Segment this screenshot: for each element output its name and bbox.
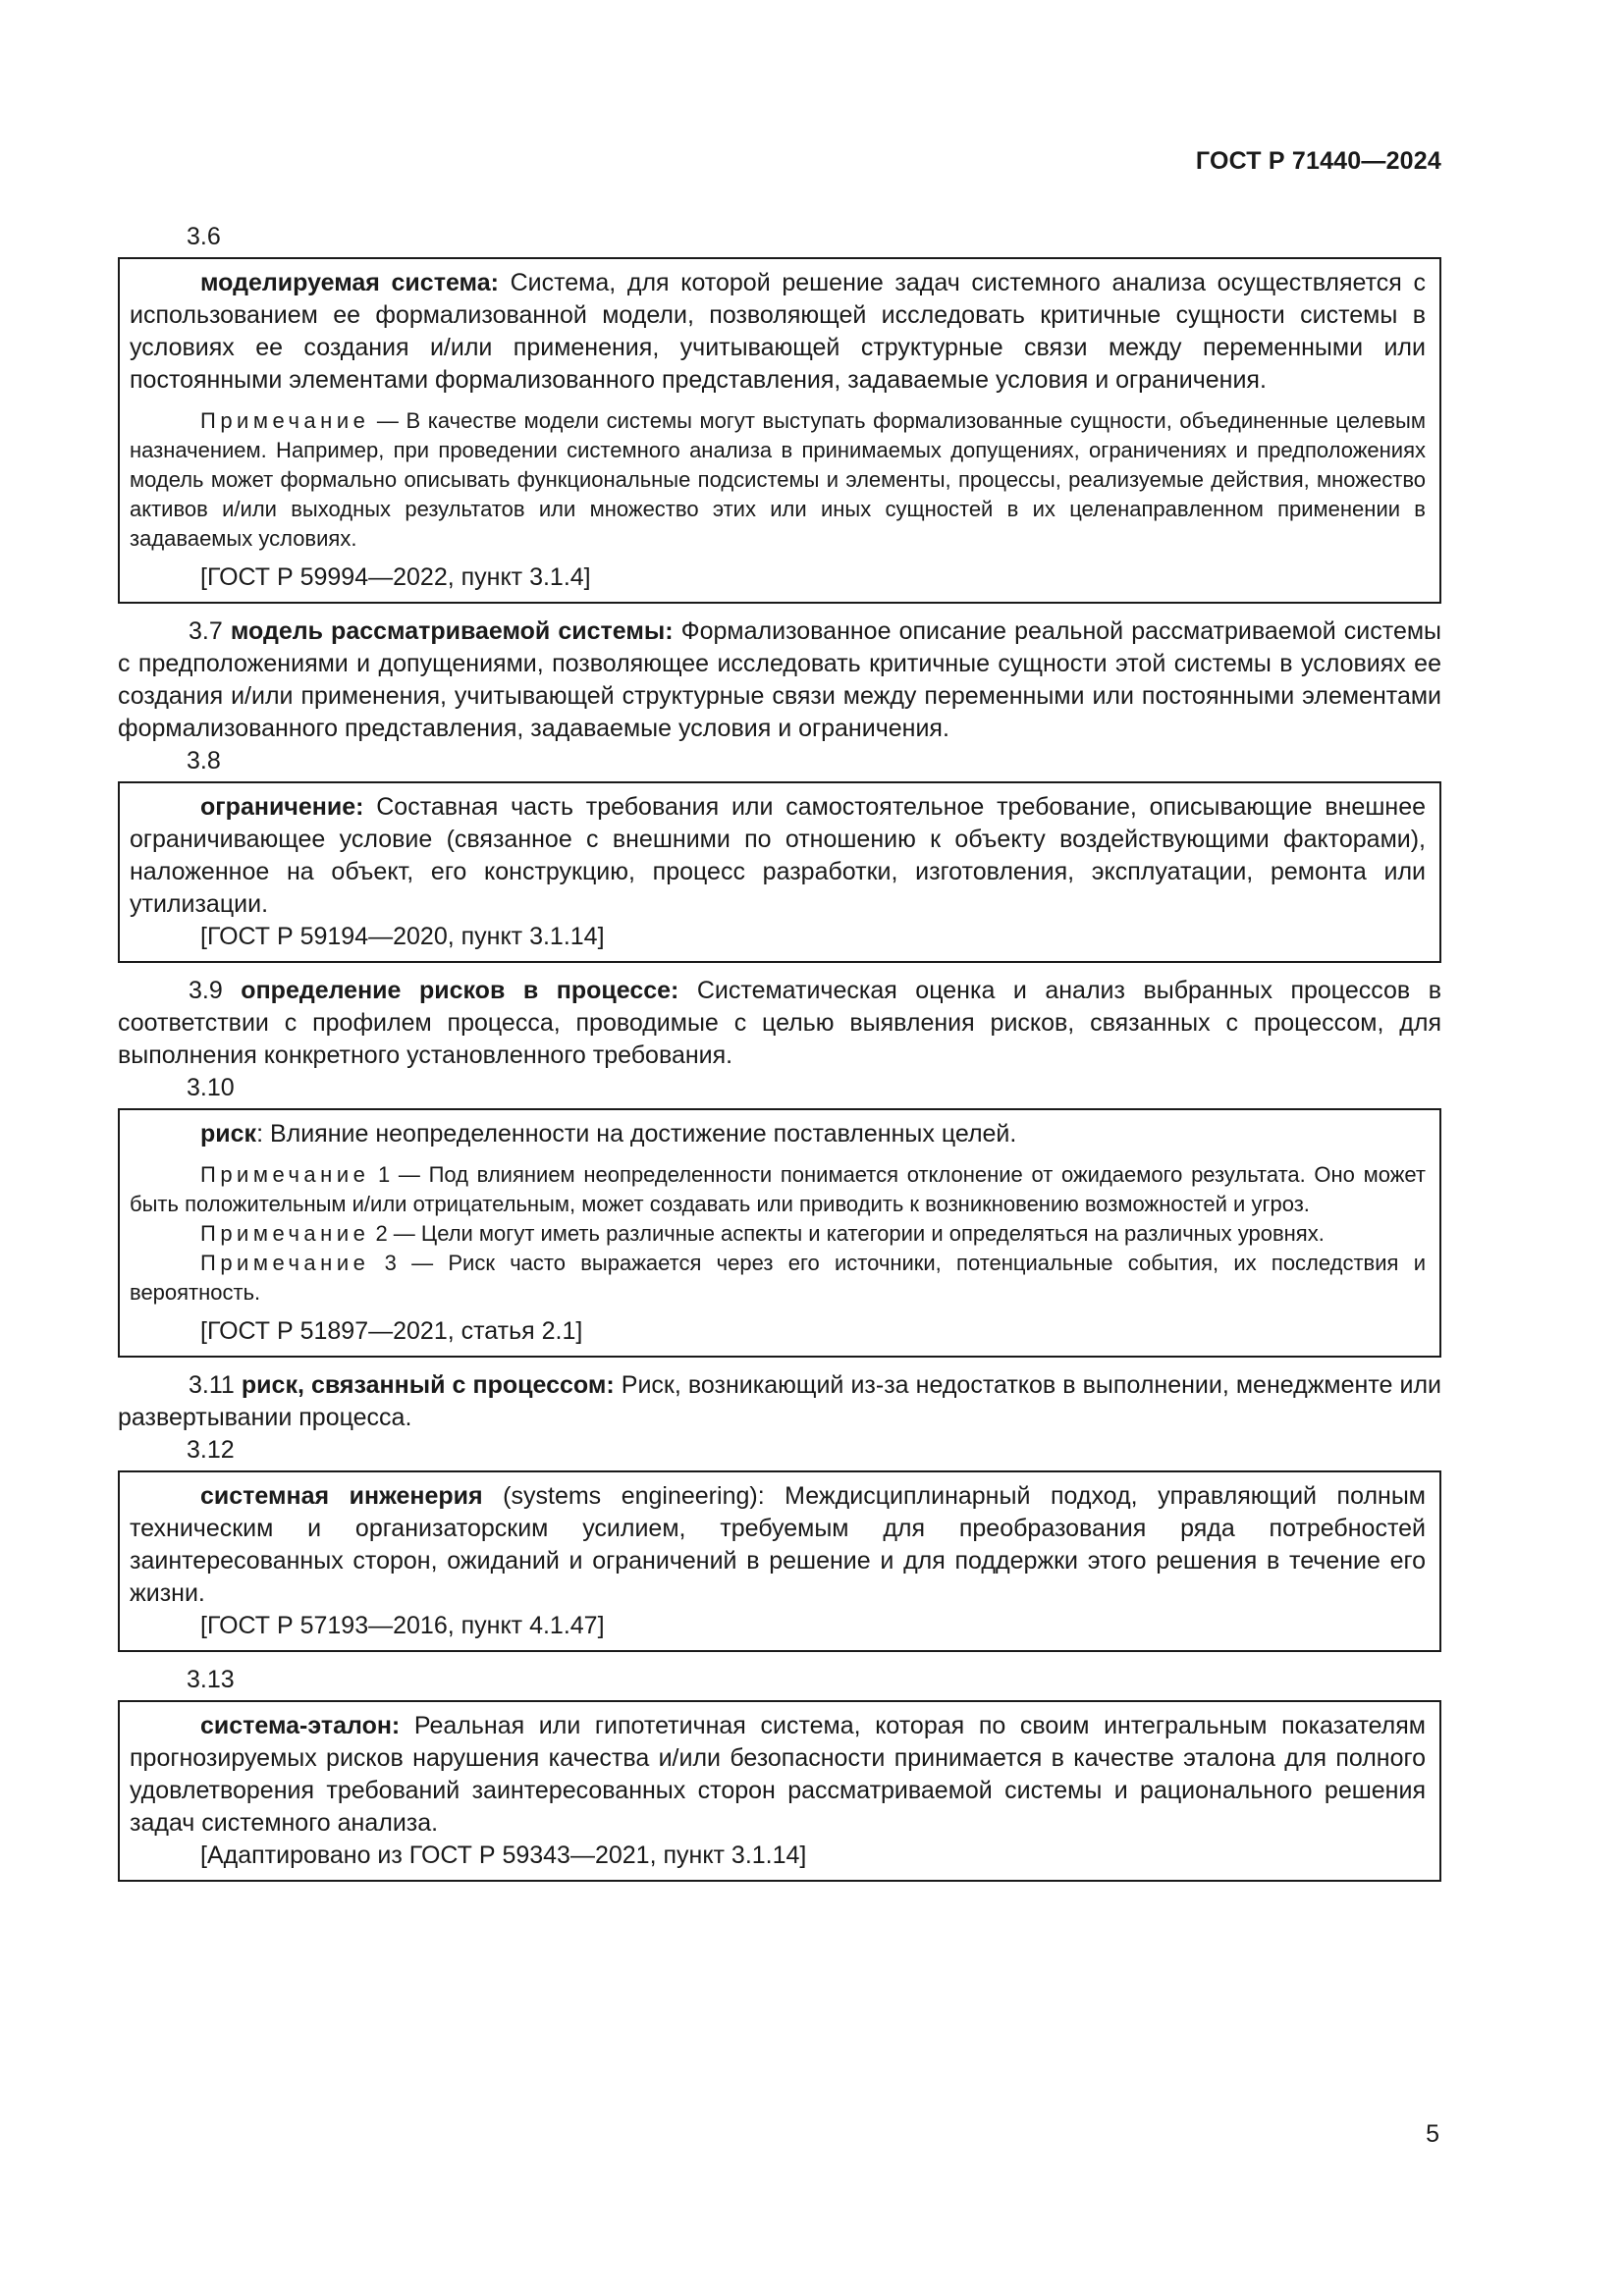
term-3-9 [118, 975, 1441, 1072]
definition-text: : Влияние неопределенности на достижение поставленных целей. [256, 1120, 1017, 1148]
note-text: 1 — Под влиянием неопределенности понимается отклонение от ожидаемого результата. Оно может быть положительным и/или отрицательным, может создавать или приводить к возникновению возможностей и угроз. [130, 1162, 1426, 1216]
term-name: модель рассматриваемой системы: [230, 617, 674, 645]
page-number: 5 [1426, 2120, 1439, 2148]
definition-text: Система, для которой решение задач системного анализа осуществляется с использованием ее формализованной модели, позволяющей исследовать критичные сущности системы в условиях ее создания и/или применения, учитывающей структурные связи между переменными или постоянными элементами формализованного представления, задаваемые условия и ограничения. [130, 269, 1426, 394]
term-definition [130, 1710, 1426, 1840]
term-box-3-6 [118, 257, 1441, 604]
term-3-7 [118, 615, 1441, 745]
term-box-3-13 [118, 1700, 1441, 1882]
term-name: ограничение: [200, 793, 364, 821]
source-reference: [ГОСТ Р 57193—2016, пункт 4.1.47] [200, 1612, 605, 1639]
term-name: моделируемая система: [200, 269, 499, 296]
note-3 [130, 1249, 1426, 1308]
definition-text: Составная часть требования или самостоятельное требование, описывающие внешнее ограничивающее условие (связанное с внешними по отношению к объекту воздействующими факторами), наложенное на объект, его конструкцию, процесс разработки, изготовления, эксплуатации, ремонта или утилизации. [130, 793, 1426, 918]
term-name: система-эталон: [200, 1712, 401, 1739]
clause-number: 3.9 [189, 977, 223, 1004]
note-2 [130, 1219, 1426, 1249]
term-definition [130, 791, 1426, 921]
clause-number: 3.7 [189, 617, 223, 645]
clause-number: 3.8 [187, 747, 221, 774]
note-1 [130, 1160, 1426, 1219]
term-box-3-12 [118, 1470, 1441, 1652]
note-label: Примечание [200, 408, 370, 433]
note-text: — В качестве модели системы могут выступать формализованные сущности, объединенные целевым назначением. Например, при проведении системного анализа в принимаемых допущениях, ограничениях и предположениях модель может формально описывать функциональные подсистемы и элементы, процессы, реализуемые действия, множество активов и/или выходных результатов или множество этих или иных сущностей в их целенаправленном применении в задаваемых условиях. [130, 408, 1426, 551]
term-definition [130, 267, 1426, 397]
clause-number: 3.13 [187, 1666, 235, 1693]
clause-number: 3.6 [187, 223, 221, 250]
definition-text: Формализованное описание реальной рассматриваемой системы с предположениями и допущениями, позволяющее исследовать критичные сущности этой системы в условиях ее создания и/или применения, учитывающей структурные связи между переменными или постоянными элементами формализованного представления, задаваемые условия и ограничения. [118, 617, 1441, 742]
source-reference: [Адаптировано из ГОСТ Р 59343—2021, пункт 3.1.14] [200, 1842, 807, 1869]
terms-section [118, 221, 1441, 1888]
source-reference: [ГОСТ Р 59194—2020, пункт 3.1.14] [200, 923, 605, 950]
term-name: риск, связанный с процессом: [241, 1371, 615, 1399]
term-box-3-10 [118, 1108, 1441, 1358]
clause-number: 3.10 [187, 1074, 235, 1101]
definition-text: Систематическая оценка и анализ выбранных процессов в соответствии с профилем процесса, проводимые с целью выявления рисков, связанных с процессом, для выполнения конкретного установленного требования. [118, 977, 1442, 1069]
definition-text: Реальная или гипотетичная система, которая по своим интегральным показателям прогнозируемых рисков нарушения качества и/или безопасности принимается в качестве эталона для полного удовлетворения требований заинтересованных сторон рассматриваемой системы и рационального решения задач системного анализа. [130, 1712, 1426, 1837]
term-name: риск [200, 1120, 257, 1148]
note [130, 406, 1426, 554]
source-reference: [ГОСТ Р 51897—2021, статья 2.1] [200, 1317, 583, 1345]
clause-number: 3.11 [189, 1371, 235, 1399]
definition-text: (systems engineering): Междисциплинарный подход, управляющий полным техническим и организаторским усилием, требуемым для преобразования ряда потребностей заинтересованных сторон, ожиданий и ограничений в решение и для поддержки этого решения в течение его жизни. [130, 1482, 1426, 1607]
source-reference: [ГОСТ Р 59994—2022, пункт 3.1.4] [200, 563, 591, 591]
note-label: Примечание [200, 1221, 370, 1246]
term-box-3-8 [118, 781, 1441, 963]
clause-number: 3.12 [187, 1436, 235, 1464]
document-id: ГОСТ Р 71440—2024 [1195, 147, 1441, 175]
definition-text: Риск, возникающий из-за недостатков в выполнении, менеджменте или развертывании процесса. [118, 1371, 1441, 1431]
note-label: Примечание [200, 1162, 370, 1187]
note-text: 3 — Риск часто выражается через его источники, потенциальные события, их последствия и вероятность. [130, 1251, 1426, 1305]
term-name: определение рисков в процессе: [241, 977, 679, 1004]
note-text: 2 — Цели могут иметь различные аспекты и категории и определяться на различных уровнях. [369, 1221, 1325, 1246]
term-definition [130, 1118, 1426, 1150]
term-definition [130, 1480, 1426, 1610]
term-name: системная инженерия [200, 1482, 483, 1510]
term-3-11 [118, 1369, 1441, 1434]
note-label: Примечание [200, 1251, 370, 1275]
